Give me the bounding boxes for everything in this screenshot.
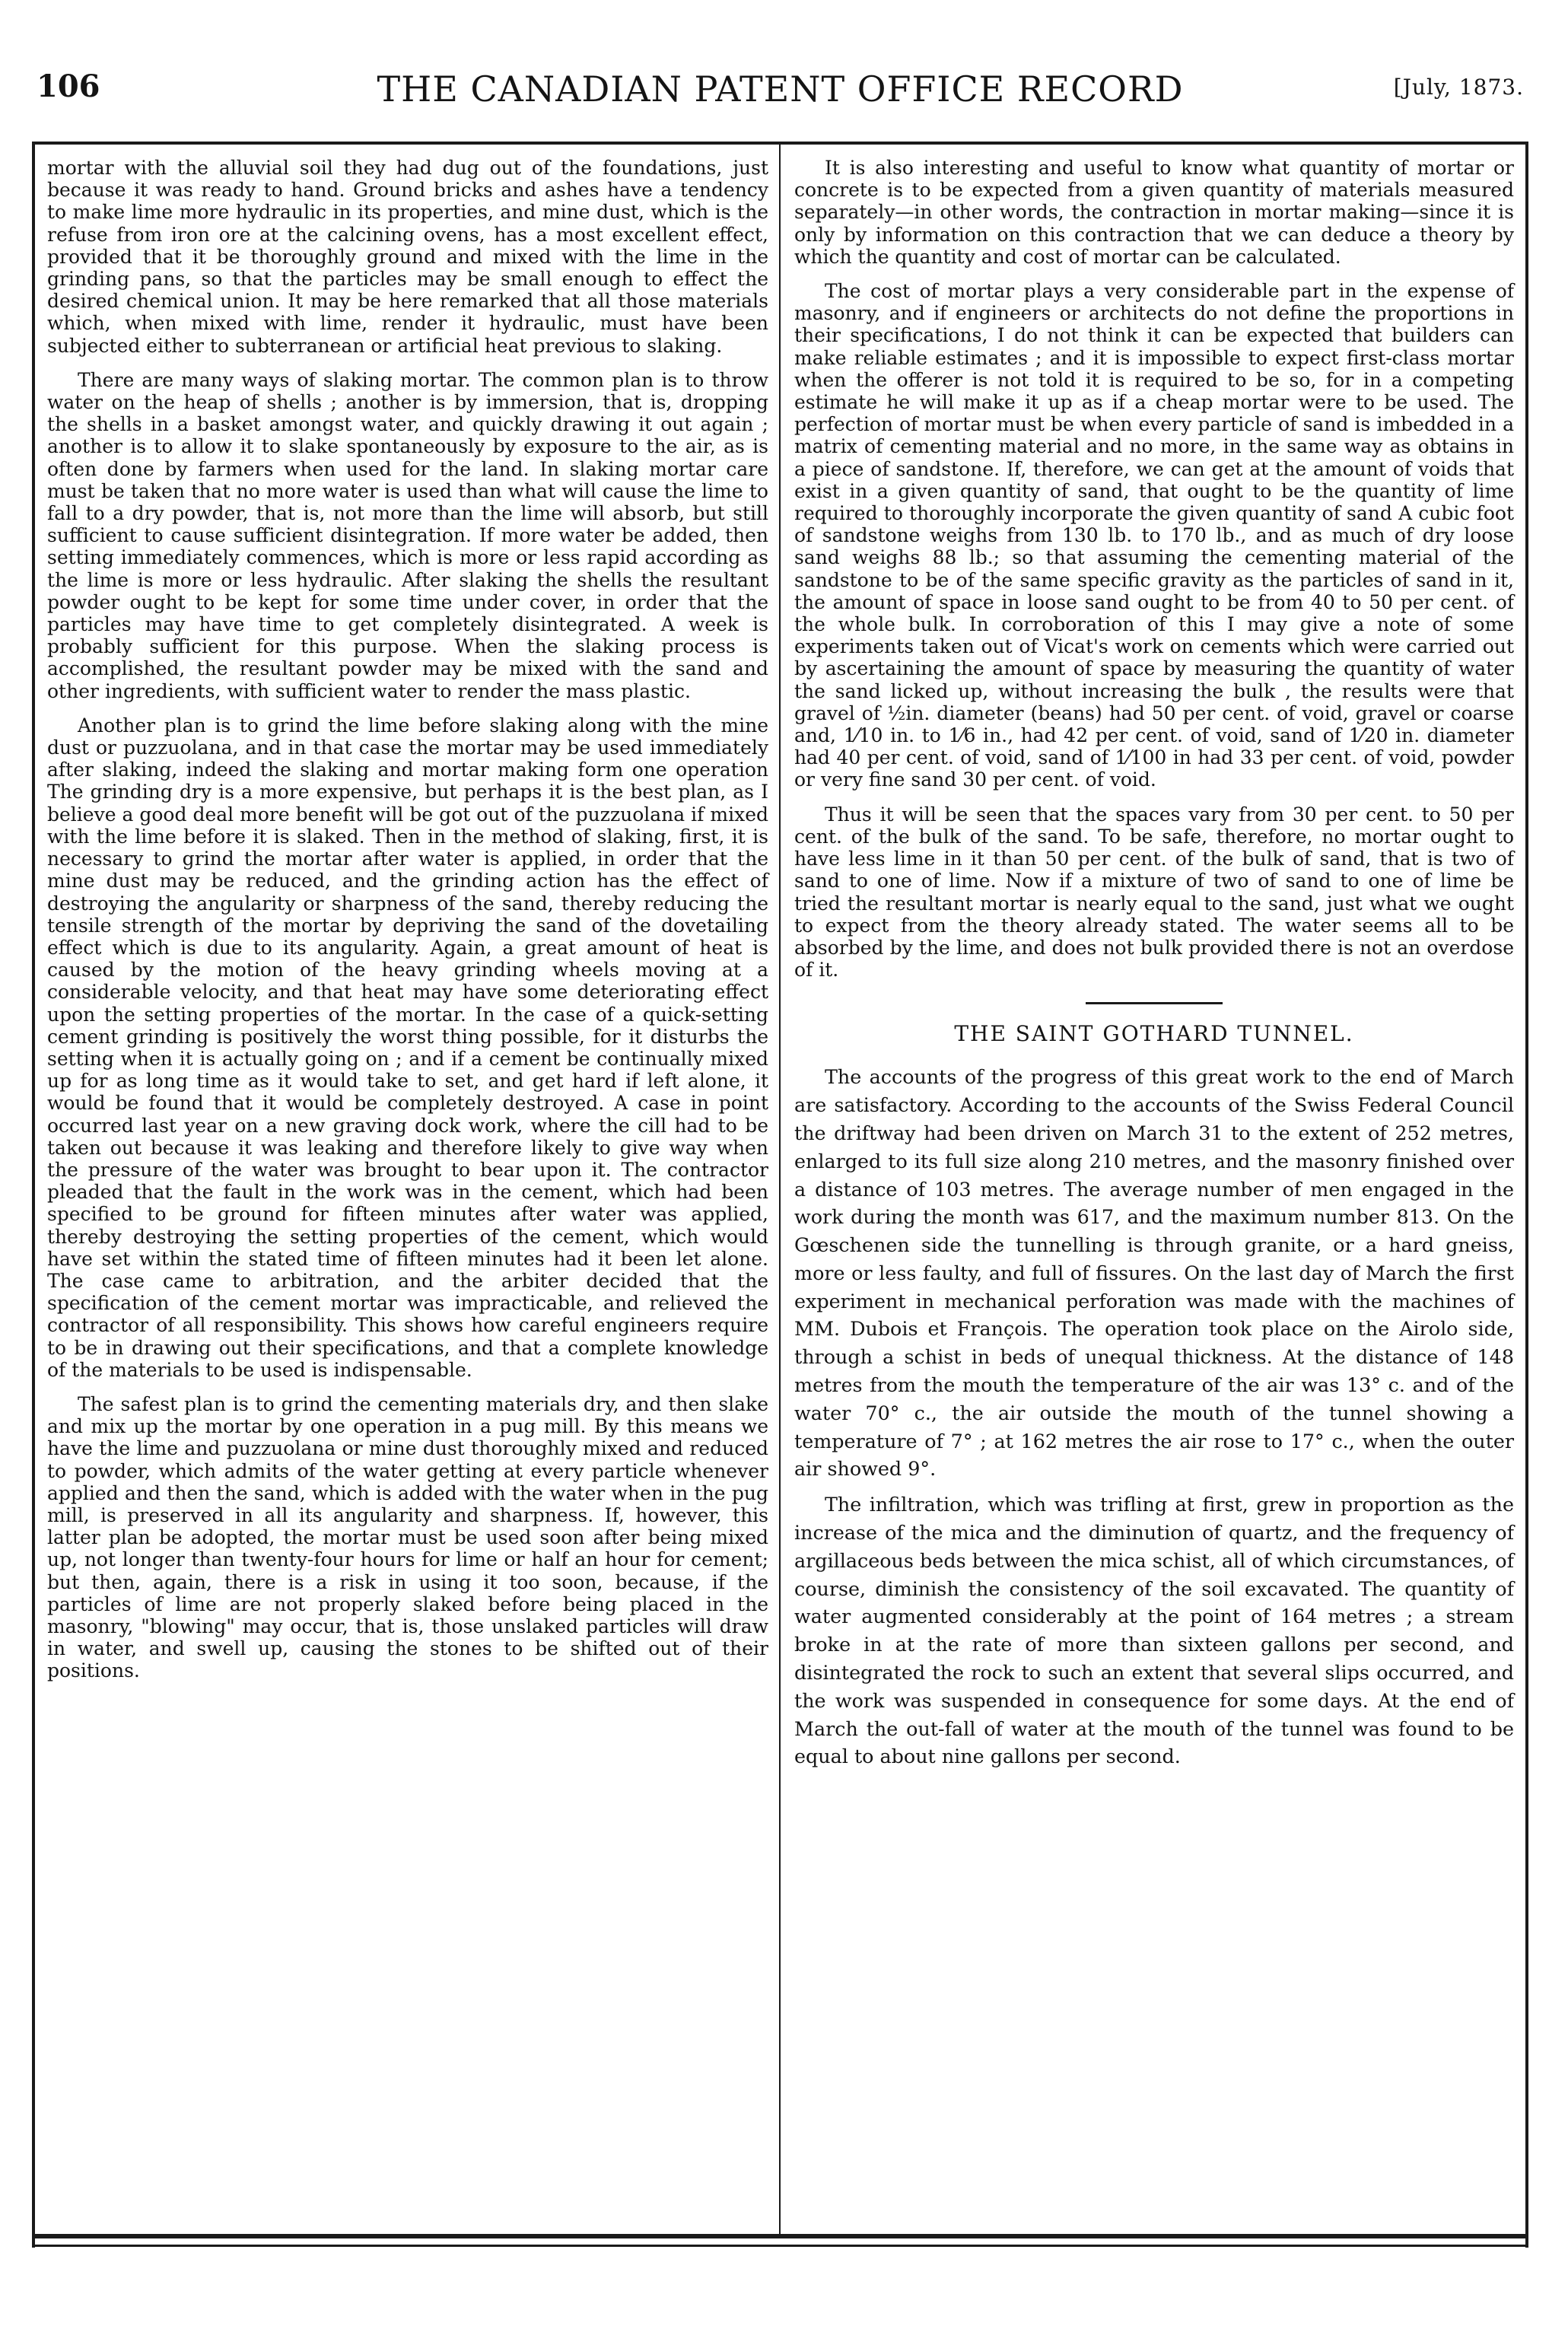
issue-date: [July, 1873.: [1393, 75, 1524, 100]
section-title: THE SAINT GOTHARD TUNNEL.: [954, 1021, 1354, 1047]
left-frame-rule: [32, 142, 35, 2248]
bottom-rule-thin: [32, 2245, 1528, 2247]
paragraph: The cost of mortar plays a very considerable part in the expense of masonry, and if engineers or architects do not define the proportions in their specifications, I do not think it can be expected that builders can make reliable estimates ; and it is impossible to expect first-class mortar when the offerer is not told it is required to be so, for in a competing estimate he will make it up as if a cheap mortar were to be used. The perfection of mortar must be when every particle of sand is imbedded in a matrix of cementing material and no more, in the same way as obtains in a piece of sandstone. If, therefore, we can get at the amount of voids that exist in a given quantity of sand, that ought to be the quantity of lime required to thoroughly incorporate the given quantity of sand A cubic foot of sandstone weighs from 130 lb. to 170 lb., and as much of dry loose sand weighs 88 lb.; so that assuming the cementing material of the sandstone to be of the same specific gravity as the particles of sand in it, the amount of space in loose sand ought to be from 40 to 50 per cent. of the whole bulk. In corroboration of this I may give a note of some experiments taken out of Vicat's work on cements which were carried out by ascertaining the amount of space by measuring the quantity of water the sand licked up, without increasing the bulk , the results were that gravel of ½in. diameter (beans) had 50 per cent. of void, gravel or coarse and, 1⁄10 in. to 1⁄6 in., had 42 per cent. of void, sand of 1⁄20 in. diameter had 40 per cent. of void, sand of 1⁄100 in had 33 per cent. of void, powder or very fine sand 30 per cent. of void.: [794, 280, 1514, 791]
column-divider: [779, 145, 781, 2234]
right-column: [794, 157, 1514, 1778]
paragraph: Thus it will be seen that the spaces vary from 30 per cent. to 50 per cent. of the bulk of the sand. To be safe, therefore, no mortar ought to have less lime in it than 50 per cent. of the bulk of sand, that is two of sand to one of lime. Now if a mixture of two of sand to one of lime be tried the resultant mortar is nearly equal to the sand, just what we ought to expect from the theory already stated. The water seems all to be absorbed by the lime, and does not bulk provided there is not an overdose of it.: [794, 803, 1514, 982]
paragraph: The safest plan is to grind the cementing materials dry, and then slake and mix up the mortar by one operation in a pug mill. By this means we have the lime and puzzuolana or mine dust thoroughly mixed and reduced to powder, which admits of the water getting at every particle whenever applied and then the sand, which is added with the water when in the pug mill, is preserved in all its angularity and sharpness. If, however, this latter plan be adopted, the mortar must be used soon after being mixed up, not longer than twenty-four hours for lime or half an hour for cement; but then, again, there is a risk in using it too soon, because, if the particles of lime are not properly slaked before being placed in the masonry, "blowing" may occur, that is, those unslaked particles will draw in water, and swell up, causing the stones to be shifted out of their positions.: [47, 1392, 768, 1682]
paragraph: The accounts of the progress of this great work to the end of March are satisfactory. According to the accounts of the Swiss Federal Council the driftway had been driven on March 31 to the extent of 252 metres, enlarged to its full size along 210 metres, and the masonry finished over a distance of 103 metres. The average number of men engaged in the work during the month was 617, and the maximum number 813. On the Gœschenen side the tunnelling is through granite, or a hard gneiss, more or less faulty, and full of fissures. On the last day of March the first experiment in mechanical perforation was made with the machines of MM. Dubois et François. The operation took place on the Airolo side, through a schist in beds of unequal thickness. At the distance of 148 metres from the mouth the temperature of the air was 13° c. and of the water 70° c., the air outside the mouth of the tunnel showing a temperature of 7° ; at 162 metres the air rose to 17° c., when the outer air showed 9°.: [794, 1065, 1514, 1481]
journal-title: THE CANADIAN PATENT OFFICE RECORD: [377, 68, 1184, 110]
bottom-rule: [32, 2234, 1528, 2238]
paragraph: mortar with the alluvial soil they had dug out of the foundations, just because it was ready to hand. Ground bricks and ashes have a tendency to make lime more hydraulic in its properties, and mine dust, which is the refuse from iron ore at the calcining ovens, has a most excellent effect, provided that it be thoroughly ground and mixed with the lime in the grinding pans, so that the particles may be small enough to effect the desired chemical union. It may be here remarked that all those materials which, when mixed with lime, render it hydraulic, must have been subjected either to subterranean or artificial heat previous to slaking.: [47, 157, 768, 357]
right-frame-rule: [1525, 142, 1528, 2248]
paragraph: The infiltration, which was trifling at first, grew in proportion as the increase of the mica and the diminution of quartz, and the frequency of argillaceous beds between the mica schist, all of which circumstances, of course, diminish the consistency of the soil excavated. The quantity of water augmented considerably at the point of 164 metres ; a stream broke in at the rate of more than sixteen gallons per second, and disintegrated the rock to such an extent that several slips occurred, and the work was suspended in consequence for some days. At the end of March the out-fall of water at the mouth of the tunnel was found to be equal to about nine gallons per second.: [794, 1493, 1514, 1768]
paragraph: It is also interesting and useful to know what quantity of mortar or concrete is to be expected from a given quantity of materials measured separately—in other words, the contraction in mortar making—since it is only by information on this contraction that we can deduce a theory by which the quantity and cost of mortar can be calculated.: [794, 157, 1514, 268]
paragraph: Another plan is to grind the lime before slaking along with the mine dust or puzzuolana, and in that case the mortar may be used immediately after slaking, indeed the slaking and mortar making form one operation The grinding dry is a more expensive, but perhaps it is the best plan, as I believe a good deal more benefit will be got out of the puzzuolana if mixed with the lime before it is slaked. Then in the method of slaking, first, it is necessary to grind the mortar after water is applied, in order that the mine dust may be reduced, and the grinding action has the effect of destroying the angularity or sharpness of the sand, thereby reducing the tensile strength of the mortar by depriving the sand of the dovetailing effect which is due to its angularity. Again, a great amount of heat is caused by the motion of the heavy grinding wheels moving at a considerable velocity, and that heat may have some deteriorating effect upon the setting properties of the mortar. In the case of a quick-setting cement grinding is positively the worst thing possible, for it disturbs the setting when it is actually going on ; and if a cement be continually mixed up for as long time as it would take to set, and get hard if left alone, it would be found that it would be completely destroyed. A case in point occurred last year on a new graving dock work, where the cill had to be taken out because it was leaking and therefore likely to give way when the pressure of the water was brought to bear upon it. The contractor pleaded that the fault in the work was in the cement, which had been specified to be ground for fifteen minutes after water was applied, thereby destroying the setting properties of the cement, which would have set within the stated time of fifteen minutes had it been let alone. The case came to arbitration, and the arbiter decided that the specification of the cement mortar was impracticable, and relieved the contractor of all responsibility. This shows how careful engineers require to be in drawing out their specifications, and that a complete knowledge of the materials to be used is indispensable.: [47, 714, 768, 1381]
left-column: [47, 157, 768, 1694]
paragraph: There are many ways of slaking mortar. The common plan is to throw water on the heap of shells ; another is by immersion, that is, dropping the shells in a basket amongst water, and quickly drawing it out again ; another is to allow it to slake spontaneously by exposure to the air, as is often done by farmers when used for the land. In slaking mortar care must be taken that no more water is used than what will cause the lime to fall to a dry powder, that is, not more than the lime will absorb, but still sufficient to cause sufficient disintegration. If more water be added, then setting immediately commences, which is more or less rapid according as the lime is more or less hydraulic. After slaking the shells the resultant powder ought to be kept for some time under cover, in order that the particles may have time to get completely disintegrated. A week is probably sufficient for this purpose. When the slaking process is accomplished, the resultant powder may be mixed with the sand and other ingredients, with sufficient water to render the mass plastic.: [47, 368, 768, 702]
page-number: 106: [37, 68, 100, 104]
section-rule: [1086, 1002, 1223, 1004]
page-header: [37, 68, 1524, 122]
